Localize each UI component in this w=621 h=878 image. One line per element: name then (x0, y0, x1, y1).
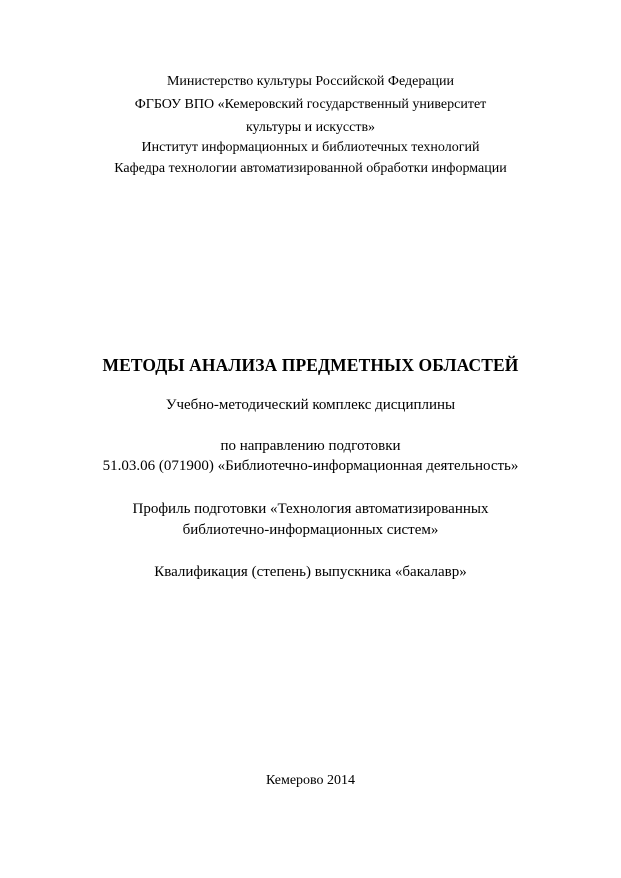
university-line: ФГБОУ ВПО «Кемеровский государственный университет (134, 97, 487, 112)
institute-line: Институт информационных и библиотечных технологий (141, 140, 480, 155)
document-title: МЕТОДЫ АНАЛИЗА ПРЕДМЕТНЫХ ОБЛАСТЕЙ (102, 355, 519, 375)
city-year: Кемерово 2014 (265, 773, 356, 788)
profile-line-2: библиотечно-информационных систем» (182, 522, 439, 538)
profile-line-1: Профиль подготовки «Технология автоматизированных (132, 501, 489, 517)
ministry-line: Министерство культуры Российской Федерации (166, 74, 455, 89)
department-line: Кафедра технологии автоматизированной обработки информации (114, 161, 507, 176)
direction-label: по направлению подготовки (220, 438, 401, 454)
document-subtitle: Учебно-методический комплекс дисциплины (165, 397, 456, 413)
direction-code: 51.03.06 (071900) «Библиотечно-информационная деятельность» (102, 458, 519, 474)
university-line-cont: культуры и искусств» (245, 120, 376, 135)
qualification: Квалификация (степень) выпускника «бакалавр» (154, 564, 467, 580)
